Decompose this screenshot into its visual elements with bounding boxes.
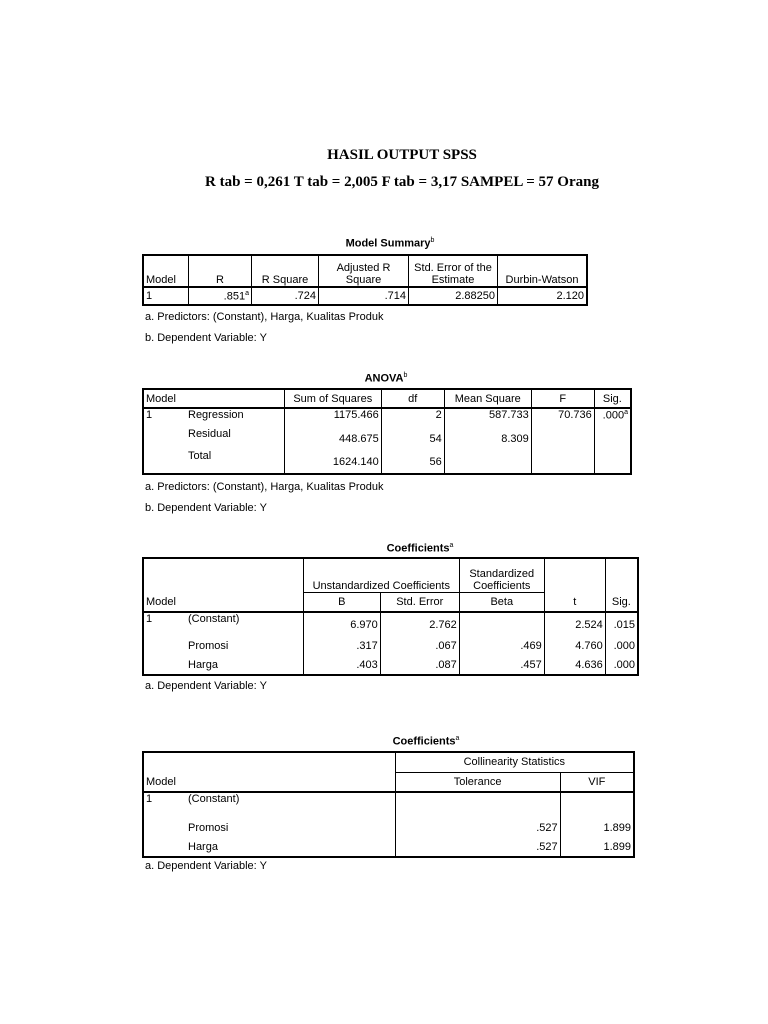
table-row: [143, 428, 631, 450]
group-header: Unstandardized Coefficients: [303, 558, 459, 592]
cell: Harga: [186, 838, 395, 857]
anova-table: [142, 388, 632, 475]
cell: [395, 792, 560, 818]
col-header: Std. Error: [380, 592, 459, 612]
cell: 1: [146, 793, 153, 805]
cell: 70.736: [531, 408, 594, 428]
cell: Harga: [186, 656, 303, 675]
cell: 1.899: [603, 841, 631, 853]
cell: 6.970: [303, 612, 380, 636]
cell: 1175.466: [284, 408, 381, 428]
cell: 587.733: [444, 408, 531, 428]
col-header: Durbin-Watson: [505, 274, 579, 286]
footnote: a. Dependent Variable: Y: [145, 860, 267, 872]
col-header: R Square: [252, 255, 319, 287]
cell: .527: [395, 818, 560, 838]
cell: .527: [395, 838, 560, 857]
cell: 56: [381, 450, 444, 474]
page-title: HASIL OUTPUT SPSS: [327, 147, 477, 163]
cell: .714: [319, 287, 409, 305]
footnote: b. Dependent Variable: Y: [145, 332, 267, 344]
cell: 1: [143, 287, 189, 305]
cell: [560, 792, 634, 818]
coefficients-table: [142, 557, 639, 676]
table-row: [143, 656, 638, 675]
cell: (Constant): [186, 612, 303, 636]
collinearity-table: [142, 751, 635, 858]
cell: Residual: [186, 428, 284, 450]
cell: [531, 428, 594, 450]
table-row: [143, 636, 638, 656]
col-header: t: [544, 592, 605, 612]
cell: [531, 450, 594, 474]
col-header: Model: [143, 772, 395, 792]
cell: 2.120: [498, 287, 588, 305]
footnote: a. Predictors: (Constant), Harga, Kualitas Produk: [145, 311, 384, 323]
cell: Promosi: [186, 636, 303, 656]
table-row: [143, 818, 634, 838]
table-row: [143, 612, 638, 636]
col-header: VIF: [560, 772, 634, 792]
cell: Total: [186, 450, 284, 474]
model-summary-caption: Model Summary$^b$: [345, 237, 435, 250]
col-header: Mean Square: [444, 389, 531, 408]
cell: [459, 612, 544, 636]
coefficients-caption: Coefficients$^a$: [386, 542, 454, 555]
col-header: Model: [143, 255, 189, 287]
cell: .457: [459, 656, 544, 675]
table-row: [143, 450, 631, 474]
cell: .015: [613, 618, 635, 631]
cell: .087: [380, 656, 459, 675]
cell: 2.524: [544, 612, 605, 636]
cell: .000: [613, 659, 635, 671]
cell: 1: [146, 613, 153, 625]
footnote: a. Predictors: (Constant), Harga, Kualitas Produk: [145, 481, 384, 493]
col-header: df: [381, 389, 444, 408]
col-header: Model: [143, 592, 303, 612]
cell: 4.636: [544, 656, 605, 675]
cell: .851$^a$: [189, 287, 252, 305]
cell: [594, 450, 631, 474]
model-summary-table: [142, 254, 588, 306]
page-subtitle: R tab = 0,261 T tab = 2,005 F tab = 3,17 SAMPEL = 57 Orang: [205, 174, 599, 190]
cell: 8.309: [444, 428, 531, 450]
cell: 1624.140: [284, 450, 381, 474]
col-header: Sum of Squares: [284, 389, 381, 408]
collinearity-caption: Coefficients$^a$: [392, 735, 460, 748]
table-row: [143, 838, 634, 857]
cell: .403: [303, 656, 380, 675]
col-header: Sig.: [594, 389, 631, 408]
cell: 1.899: [603, 822, 631, 834]
cell: Regression: [186, 408, 284, 428]
cell: 54: [381, 428, 444, 450]
cell: 4.760: [544, 636, 605, 656]
col-header: R: [189, 255, 252, 287]
cell: (Constant): [186, 792, 395, 818]
col-header: Model: [143, 389, 284, 408]
cell: .469: [459, 636, 544, 656]
col-header: Std. Error of the Estimate: [409, 255, 498, 287]
cell: [594, 428, 631, 450]
cell: 448.675: [284, 428, 381, 450]
col-header: B: [303, 592, 380, 612]
footnote: b. Dependent Variable: Y: [145, 502, 267, 514]
cell: .317: [303, 636, 380, 656]
group-header: Collinearity Statistics: [395, 752, 634, 772]
cell: Promosi: [186, 818, 395, 838]
col-header: Beta: [459, 592, 544, 612]
table-row: [143, 408, 631, 428]
table-row: [143, 792, 634, 818]
cell: .067: [380, 636, 459, 656]
col-header: Sig.: [605, 592, 638, 612]
cell: .000: [613, 640, 635, 652]
cell: .724: [252, 287, 319, 305]
cell: [444, 450, 531, 474]
cell: 2.762: [380, 612, 459, 636]
group-header: Standardized Coefficients: [459, 558, 544, 592]
cell: 2: [381, 408, 444, 428]
anova-caption: ANOVA$^b$: [364, 372, 408, 385]
table-row: [143, 287, 587, 305]
col-header: Adjusted R Square: [319, 255, 409, 287]
footnote: a. Dependent Variable: Y: [145, 680, 267, 692]
cell: 1: [146, 409, 153, 421]
cell: .000$^a$: [602, 409, 628, 422]
col-header: Tolerance: [395, 772, 560, 792]
col-header: F: [531, 389, 594, 408]
cell: 2.88250: [409, 287, 498, 305]
